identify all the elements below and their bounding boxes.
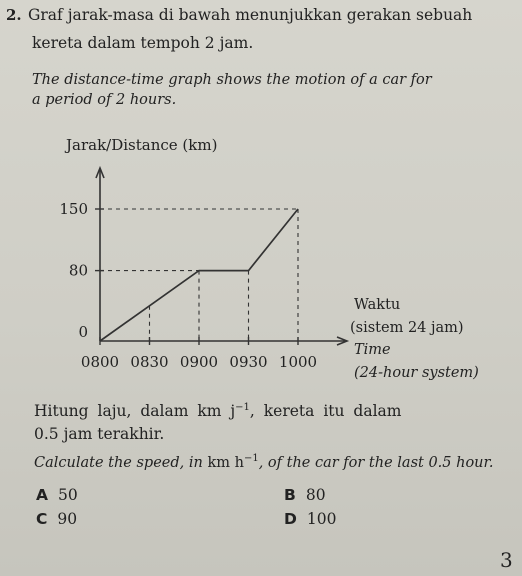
x-tick-labels <box>81 353 317 371</box>
prompt-english-unit: km h <box>207 454 244 471</box>
prompt-malay-part-2: , kereta itu dalam <box>249 402 402 421</box>
option-value: 80 <box>305 486 326 504</box>
x-axis-title-malay: Waktu <box>354 297 401 313</box>
option-letter: C <box>36 510 48 528</box>
y-tick-label: 0 <box>78 323 88 341</box>
y-axis-title: Jarak/Distance (km) <box>66 136 218 154</box>
x-axis-subtitle-english: (24-hour system) <box>354 365 479 381</box>
prompt-english <box>34 453 493 471</box>
option-c[interactable] <box>36 510 77 528</box>
prompt-english-part-2: , of the car for the last 0.5 hour. <box>258 454 494 471</box>
page-number: 3 <box>500 548 513 572</box>
x-tick-label: 0930 <box>229 353 268 371</box>
option-value: 100 <box>306 510 337 528</box>
question-text-english-1: The distance-time graph shows the motion of a car for <box>32 72 432 88</box>
y-tick-label: 150 <box>59 200 88 218</box>
prompt-english-part-1: Calculate the speed, in <box>34 454 208 471</box>
chart-guide-lines <box>100 209 298 341</box>
question-text-english-2: a period of 2 hours. <box>32 92 177 108</box>
question-text-malay-2: kereta dalam tempoh 2 jam. <box>32 34 254 52</box>
option-d[interactable] <box>284 510 336 528</box>
x-tick-label: 0800 <box>80 353 120 371</box>
option-letter: A <box>36 486 48 504</box>
option-b[interactable] <box>284 486 326 504</box>
x-tick-label: 0830 <box>130 353 169 371</box>
x-tick-label: 1000 <box>278 353 318 371</box>
prompt-english-superscript: −1 <box>243 453 259 464</box>
y-tick-labels <box>59 200 88 341</box>
prompt-malay-line-1 <box>34 402 401 420</box>
option-a[interactable] <box>36 486 78 504</box>
question-text-malay-1: Graf jarak-masa di bawah menunjukkan gerakan sebuah <box>28 6 473 24</box>
x-axis-title-english: Time <box>354 342 391 358</box>
question-number: 2. <box>6 6 22 24</box>
prompt-malay-part-1: Hitung laju, dalam km j <box>34 402 236 421</box>
option-value: 90 <box>57 510 78 528</box>
prompt-malay-line-2: 0.5 jam terakhir. <box>34 425 165 443</box>
prompt-malay-superscript: −1 <box>235 402 250 413</box>
option-letter: D <box>284 510 297 528</box>
option-value: 50 <box>58 486 78 504</box>
y-tick-label: 80 <box>68 261 88 280</box>
x-tick-label: 0900 <box>179 353 219 371</box>
option-letter: B <box>284 486 296 504</box>
x-axis-subtitle-malay: (sistem 24 jam) <box>350 320 464 336</box>
